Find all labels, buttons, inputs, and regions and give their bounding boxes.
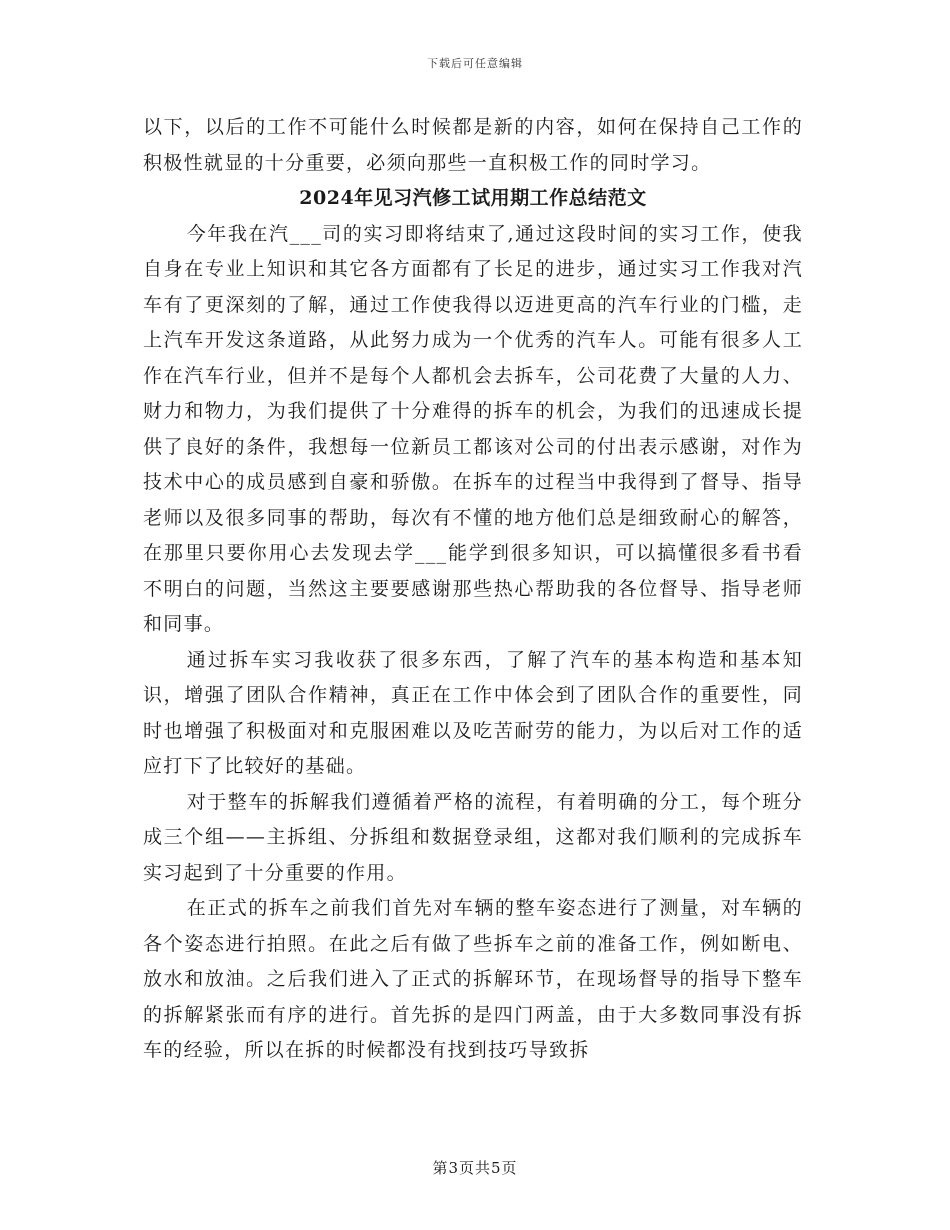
continuation-paragraph: 以下，以后的工作不可能什么时候都是新的内容，如何在保持自己工作的积极性就显的十分重要，必须向那些一直积极工作的同时学习。 xyxy=(143,116,803,174)
body-paragraph-3: 对于整车的拆解我们遵循着严格的流程，有着明确的分工，每个班分成三个组——主拆组、分拆组和数据登录组，这都对我们顺利的完成拆车实习起到了十分重要的作用。 xyxy=(143,790,803,884)
page-header-note: 下载后可任意编辑 xyxy=(427,57,523,70)
body-paragraph-2: 通过拆车实习我收获了很多东西，了解了汽车的基本构造和基本知识，增强了团队合作精神，真正在工作中体会到了团队合作的重要性，同时也增强了积极面对和克服困难以及吃苦耐劳的能力，为以后对工作的适应打下了比较好的基础。 xyxy=(143,648,803,777)
document-title: 2024年见习汽修工试用期工作总结范文 xyxy=(299,187,647,209)
page-number-footer: 第3页共5页 xyxy=(432,1159,518,1177)
body-paragraph-1: 今年我在汽___司的实习即将结束了,通过这段时间的实习工作，使我自身在专业上知识和其它各方面都有了长足的进步，通过实习工作我对汽车有了更深刻的了解，通过工作使我得以迈进更高的汽车行业的门槛，走上汽车开发这条道路，从此努力成为一个优秀的汽车人。可能有很多人工作在汽车行业，但并不是每个人都机会去拆车，公司花费了大量的人力、财力和物力，为我们提供了十分难得的拆车的机会，为我们的迅速成长提供了良好的条件，我想每一位新员工都该对公司的付出表示感谢，对作为技术中心的成员感到自豪和骄傲。在拆车的过程当中我得到了督导、指导老师以及很多同事的帮助，每次有不懂的地方他们总是细致耐心的解答，在那里只要你用心去发现去学___能学到很多知识，可以搞懂很多看书看不明白的问题，当然这主要要感谢那些热心帮助我的各位督导、指导老师和同事。 xyxy=(143,222,803,635)
document-body xyxy=(143,110,803,1069)
body-paragraph-4: 在正式的拆车之前我们首先对车辆的整车姿态进行了测量，对车辆的各个姿态进行拍照。在此之后有做了些拆车之前的准备工作，例如断电、放水和放油。之后我们进入了正式的拆解环节，在现场督导的指导下整车的拆解紧张而有序的进行。首先拆的是四门两盖，由于大多数同事没有拆车的经验，所以在拆的时候都没有找到技巧导致拆 xyxy=(143,897,803,1061)
